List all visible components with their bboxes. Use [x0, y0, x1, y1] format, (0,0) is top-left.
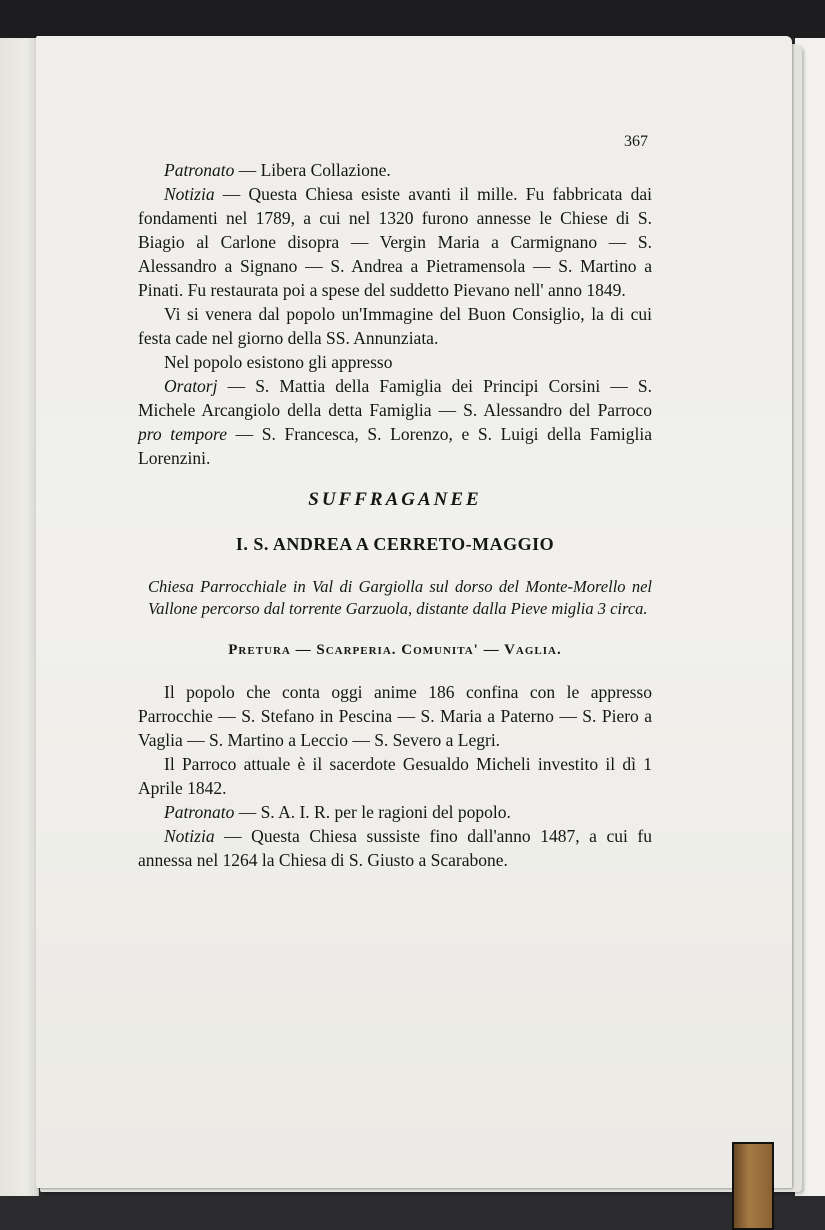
para-text: — Libera Collazione.	[234, 160, 391, 180]
bookmark-tab	[732, 1142, 774, 1230]
para-text: — S. A. I. R. per le ragioni del popolo.	[234, 802, 511, 822]
paragraph	[138, 752, 652, 800]
para-label: Notizia	[164, 184, 215, 204]
para-tail: — S. Francesca, S. Lorenzo, e S. Luigi della Famiglia Lorenzini.	[138, 424, 652, 468]
para-text: — Questa Chiesa sussiste fino dall'anno 1487, a cui fu annessa nel 1264 la Chiesa di S. Giusto a Scarabone.	[138, 826, 652, 870]
background-top	[0, 0, 825, 38]
para-label: Patronato	[164, 160, 235, 180]
paragraph	[138, 824, 652, 872]
para-italic: pro tempore	[138, 424, 227, 444]
paragraph	[138, 374, 652, 470]
para-text: Vi si venera dal popolo un'Immagine del Buon Consiglio, la di cui festa cade nel giorno della SS. Annunziata.	[138, 304, 652, 348]
paragraph	[138, 680, 652, 752]
paragraph	[138, 158, 652, 182]
page-text	[138, 130, 652, 872]
para-label: Notizia	[164, 826, 215, 846]
pretura-line: Pretura — Scarperia. Comunita' — Vaglia.	[228, 642, 562, 658]
para-label: Patronato	[164, 802, 235, 822]
para-text: Nel popolo esistono gli appresso	[164, 352, 393, 372]
background-bottom	[0, 1196, 825, 1230]
para-text: — Questa Chiesa esiste avanti il mille. Fu fabbricata dai fondamenti nel 1789, a cui nel 1320 furono annesse le Chiese di S. Biagio al Carlone disopra — Vergin Maria a Carmignano — S. Alessandro a Signano — S. Andrea a Pietramensola — S. Martino a Pinati. Fu restaurata poi a spese del suddetto Pievano nell' anno 1849.	[138, 184, 652, 300]
church-title: I. S. ANDREA A CERRETO-MAGGIO	[235, 534, 555, 554]
para-label: Oratorj	[164, 376, 218, 396]
section-heading: SUFFRAGANEE	[308, 489, 482, 510]
paragraph	[138, 350, 652, 374]
block2	[138, 680, 652, 872]
page-number: 367	[624, 133, 648, 150]
block1	[138, 158, 652, 470]
para-text: — S. Mattia della Famiglia dei Principi Corsini — S. Michele Arcangiolo della detta Famiglia — S. Alessandro del Parroco	[138, 376, 652, 420]
para-text: Il popolo che conta oggi anime 186 confina con le appresso Parrocchie — S. Stefano in Pescina — S. Maria a Paterno — S. Piero a Vaglia — S. Martino a Leccio — S. Severo a Legri.	[138, 682, 652, 750]
paragraph	[138, 800, 652, 824]
church-description: Chiesa Parrocchiale in Val di Gargiolla sul dorso del Monte-Morello nel Vallone percorso dal torrente Garzuola, distante dalla Pieve miglia 3 circa.	[148, 577, 652, 618]
previous-page-edge	[0, 38, 39, 1198]
para-text: Il Parroco attuale è il sacerdote Gesualdo Micheli investito il dì 1 Aprile 1842.	[138, 754, 652, 798]
paragraph	[138, 302, 652, 350]
paragraph	[138, 182, 652, 302]
